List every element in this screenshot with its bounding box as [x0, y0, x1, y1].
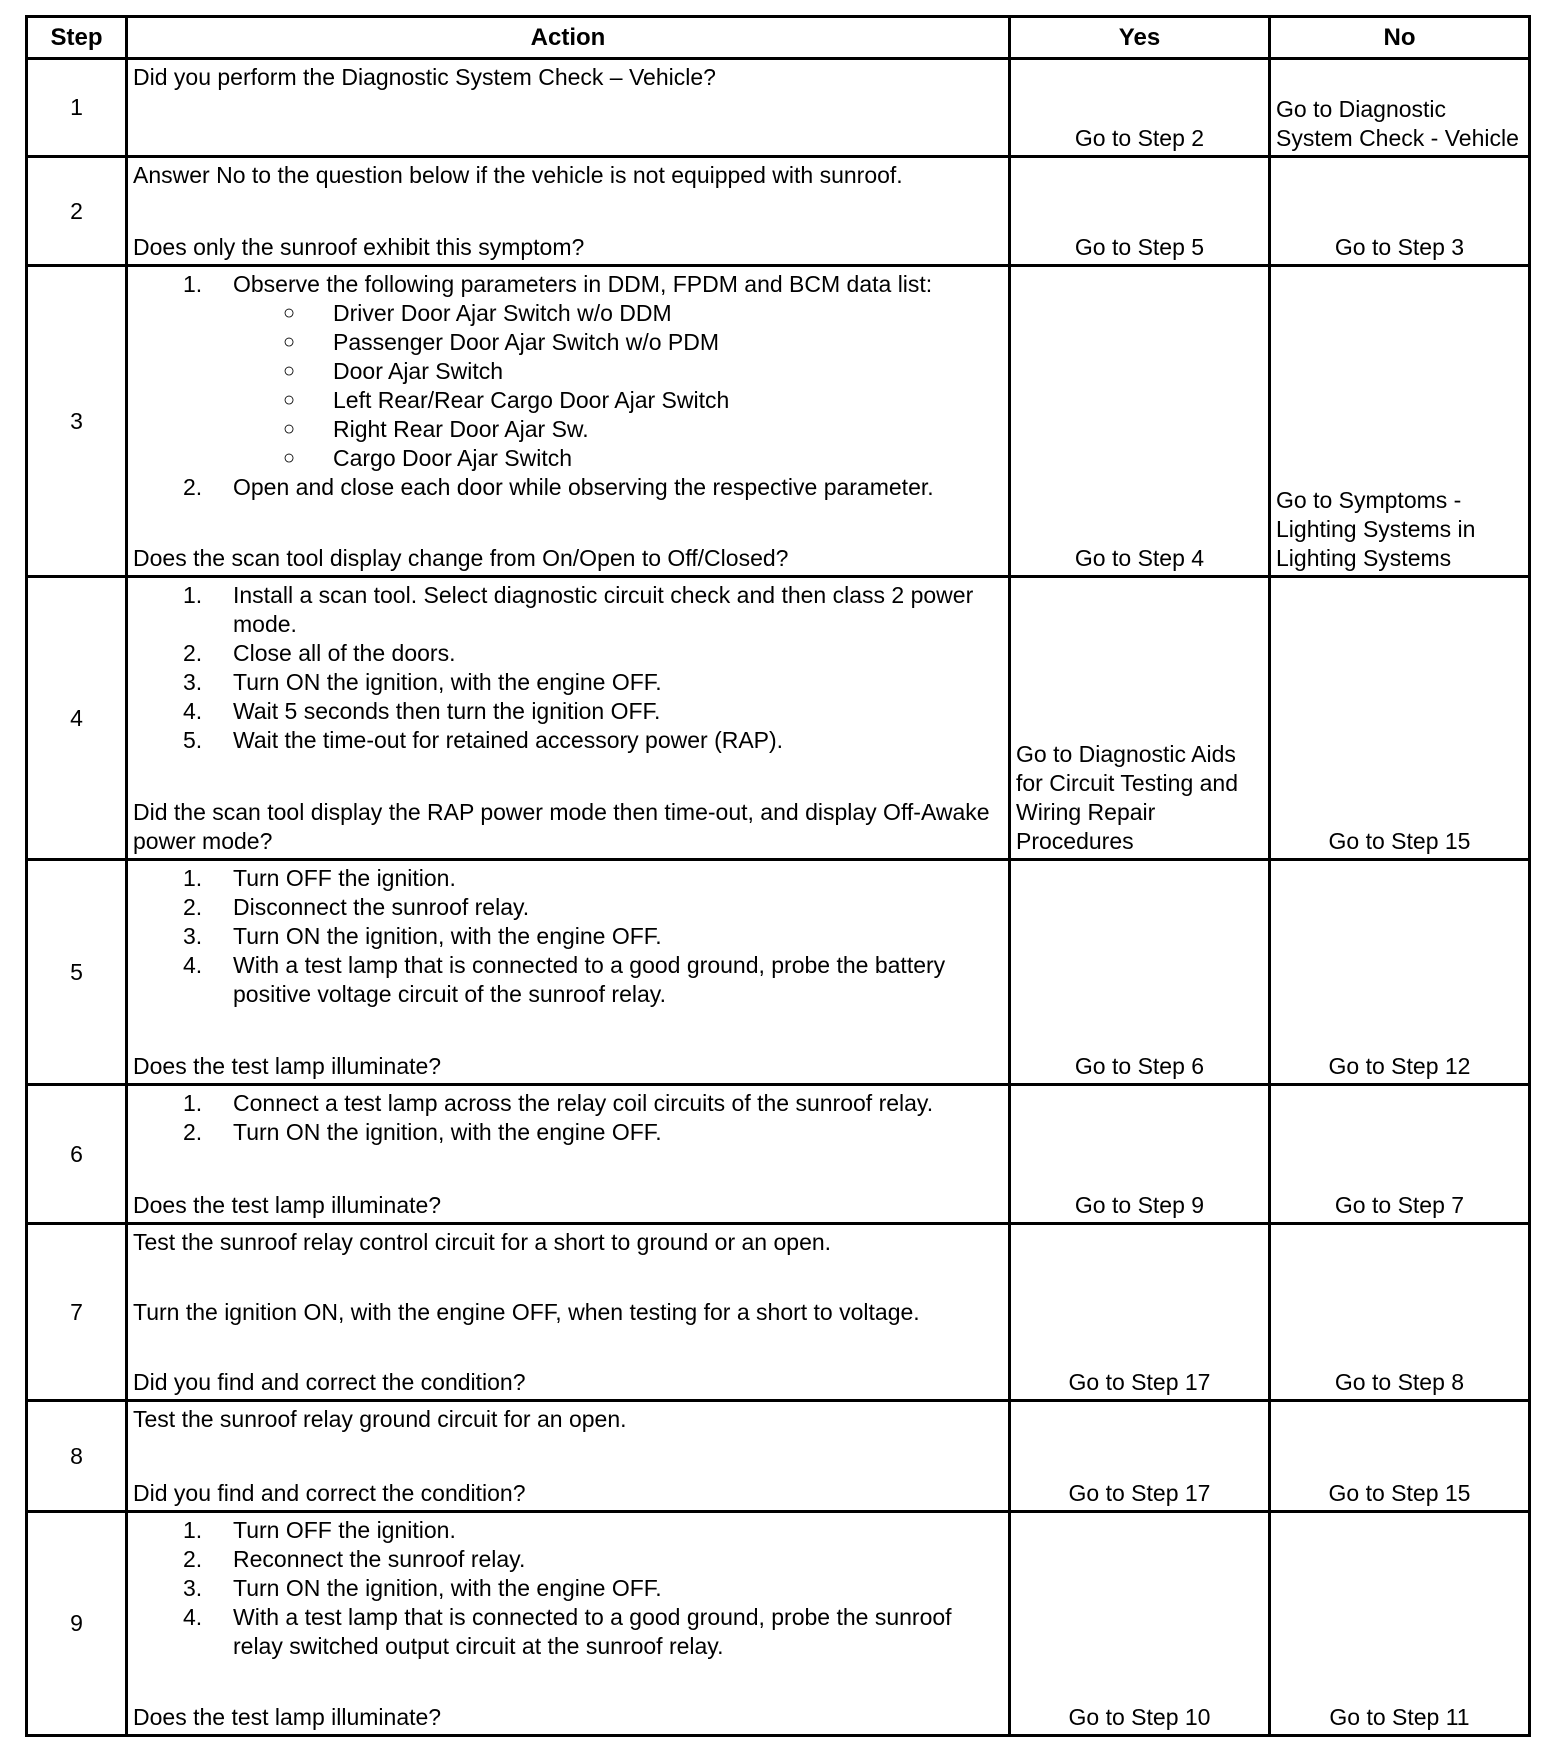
list-item: 3. Turn ON the ignition, with the engine OFF. [183, 923, 662, 949]
list-item: 3. Turn ON the ignition, with the engine OFF. [183, 1575, 662, 1601]
table-row [27, 59, 1530, 157]
table-row [27, 1401, 1530, 1512]
step-number: 2 [27, 157, 127, 266]
instruction-text: Test the sunroof relay control circuit for a short to ground or an open. [133, 1229, 832, 1255]
bullet-icon: ○ [283, 360, 296, 382]
action-cell [127, 59, 1010, 157]
header-row [27, 17, 1530, 59]
question-text: Does the test lamp illuminate? [133, 1053, 442, 1079]
list-item: ○ Left Rear/Rear Cargo Door Ajar Switch [283, 387, 730, 413]
bullet-icon: ○ [283, 302, 296, 324]
list-item: 1. Turn OFF the ignition. [183, 865, 456, 891]
question-text: Did you find and correct the condition? [133, 1369, 526, 1395]
bullet-icon: ○ [283, 389, 296, 411]
no-result: Go to Step 15 [1270, 577, 1530, 860]
step-number: 6 [27, 1085, 127, 1224]
question-text: Does only the sunroof exhibit this symptom? [133, 234, 585, 260]
yes-result: Go to Step 17 [1010, 1224, 1270, 1401]
list-item: 2. Close all of the doors. [183, 640, 456, 666]
action-cell [127, 1401, 1010, 1512]
question-text: Does the scan tool display change from On/Open to Off/Closed? [133, 545, 789, 571]
header-action: Action [127, 17, 1010, 59]
action-cell [127, 157, 1010, 266]
list-item: ○ Cargo Door Ajar Switch [283, 445, 573, 471]
list-item: 1. Observe the following parameters in DDM, FPDM and BCM data list: ○ Driver Door Ajar Switch w/o DDM ○ Passenger Door Ajar Switch w/o PDM ○ Door Ajar Switch ○ Left Rear/Rear Cargo Door Ajar Switch ○ Right Rear Door Ajar Sw. ○ Cargo Door Ajar Switch [133, 270, 1004, 473]
step-number: 5 [27, 860, 127, 1085]
diagnostic-table [25, 15, 1531, 1737]
yes-result: Go to Step 5 [1010, 157, 1270, 266]
step-number: 8 [27, 1401, 127, 1512]
instruction-text: Test the sunroof relay ground circuit for an open. [133, 1406, 627, 1432]
bullet-icon: ○ [283, 447, 296, 469]
list-item: 4. With a test lamp that is connected to a good ground, probe the sunroof relay switched output circuit at the sunroof relay. [183, 1604, 952, 1659]
question-text: Does the test lamp illuminate? [133, 1704, 442, 1730]
no-result: Go to Step 15 [1270, 1401, 1530, 1512]
table-row [27, 1085, 1530, 1224]
parameter-list [233, 299, 1004, 473]
yes-result: Go to Step 9 [1010, 1085, 1270, 1224]
yes-result: Go to Step 6 [1010, 860, 1270, 1085]
list-item: 2. Open and close each door while observing the respective parameter. [183, 474, 934, 500]
action-cell [127, 577, 1010, 860]
question-text: Does the test lamp illuminate? [133, 1192, 442, 1218]
no-result: Go to Step 3 [1270, 157, 1530, 266]
table-row [27, 157, 1530, 266]
action-cell [127, 860, 1010, 1085]
action-cell [127, 1512, 1010, 1736]
step-number: 7 [27, 1224, 127, 1401]
instruction-list [133, 581, 1004, 755]
question-text: Did the scan tool display the RAP power mode then time-out, and display Off-Awake power mode? [133, 799, 990, 854]
list-item: 1. Install a scan tool. Select diagnostic circuit check and then class 2 power mode. [183, 582, 974, 637]
list-item: ○ Right Rear Door Ajar Sw. [283, 416, 589, 442]
yes-result: Go to Step 10 [1010, 1512, 1270, 1736]
list-item: ○ Passenger Door Ajar Switch w/o PDM [283, 329, 720, 355]
instruction-list [133, 864, 1004, 1009]
list-item: ○ Driver Door Ajar Switch w/o DDM [283, 300, 672, 326]
no-result: Go to Step 12 [1270, 860, 1530, 1085]
instruction-list [133, 1516, 1004, 1661]
table-row [27, 1512, 1530, 1736]
instruction-list [133, 270, 1004, 502]
list-item: ○ Door Ajar Switch [283, 358, 504, 384]
no-result: Go to Step 7 [1270, 1085, 1530, 1224]
question-text: Did you perform the Diagnostic System Check – Vehicle? [133, 64, 716, 90]
list-item: 3. Turn ON the ignition, with the engine OFF. [183, 669, 662, 695]
action-cell [127, 1085, 1010, 1224]
list-item: 2. Turn ON the ignition, with the engine OFF. [183, 1119, 662, 1145]
yes-result: Go to Step 17 [1010, 1401, 1270, 1512]
no-result: Go to Symptoms - Lighting Systems in Lighting Systems [1270, 266, 1530, 577]
step-number: 3 [27, 266, 127, 577]
table-row [27, 1224, 1530, 1401]
header-no: No [1270, 17, 1530, 59]
list-item: 2. Reconnect the sunroof relay. [183, 1546, 526, 1572]
list-item: 5. Wait the time-out for retained accessory power (RAP). [183, 727, 784, 753]
step-number: 4 [27, 577, 127, 860]
list-item: 2. Disconnect the sunroof relay. [183, 894, 530, 920]
list-item: 4. Wait 5 seconds then turn the ignition OFF. [183, 698, 661, 724]
bullet-icon: ○ [283, 418, 296, 440]
action-cell [127, 266, 1010, 577]
no-result: Go to Step 8 [1270, 1224, 1530, 1401]
list-item: 4. With a test lamp that is connected to a good ground, probe the battery positive voltage circuit of the sunroof relay. [183, 952, 946, 1007]
instruction-text: Answer No to the question below if the vehicle is not equipped with sunroof. [133, 162, 903, 188]
yes-result: Go to Diagnostic Aids for Circuit Testing and Wiring Repair Procedures [1010, 577, 1270, 860]
yes-result: Go to Step 4 [1010, 266, 1270, 577]
header-step: Step [27, 17, 127, 59]
bullet-icon: ○ [283, 331, 296, 353]
question-text: Did you find and correct the condition? [133, 1480, 526, 1506]
table-row [27, 577, 1530, 860]
instruction-list [133, 1089, 1004, 1147]
list-item: 1. Connect a test lamp across the relay coil circuits of the sunroof relay. [183, 1090, 934, 1116]
no-result: Go to Diagnostic System Check - Vehicle [1270, 59, 1530, 157]
step-number: 9 [27, 1512, 127, 1736]
yes-result: Go to Step 2 [1010, 59, 1270, 157]
header-yes: Yes [1010, 17, 1270, 59]
table-row [27, 860, 1530, 1085]
step-number: 1 [27, 59, 127, 157]
action-cell [127, 1224, 1010, 1401]
instruction-text: Turn the ignition ON, with the engine OFF, when testing for a short to voltage. [133, 1299, 920, 1325]
no-result: Go to Step 11 [1270, 1512, 1530, 1736]
list-item: 1. Turn OFF the ignition. [183, 1517, 456, 1543]
table-row [27, 266, 1530, 577]
